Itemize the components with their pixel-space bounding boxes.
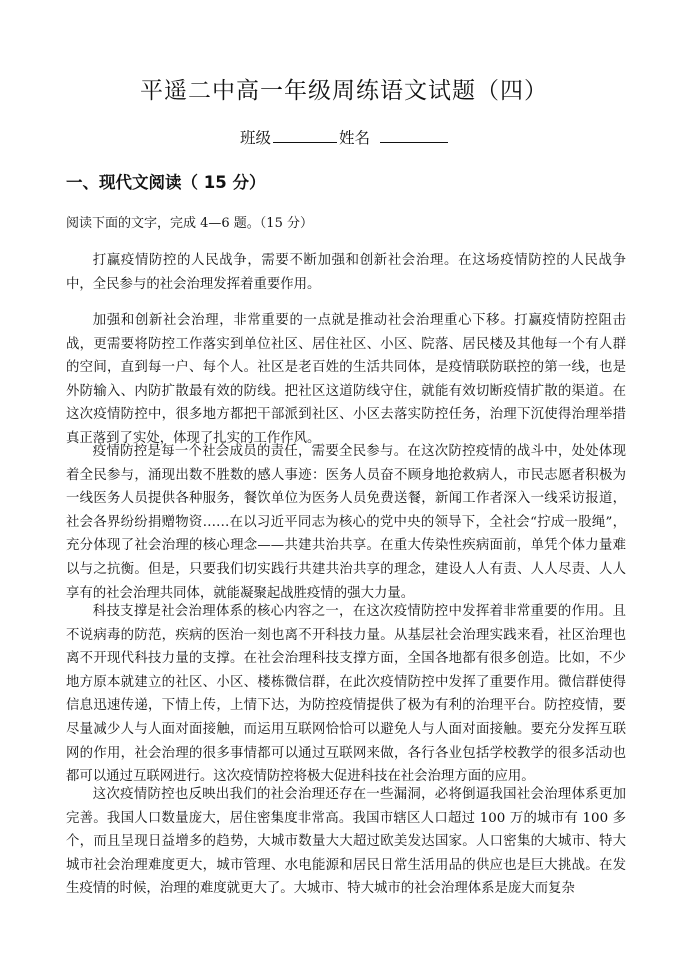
section-heading: 一、现代文阅读（ 15 分）: [66, 173, 266, 192]
paragraph-2: 加强和创新社会治理，非常重要的一点就是推动社会治理重心下移。打赢疫情防控阻击战，更需要将防控工作落实到单位社区、居住社区、小区、院落、居民楼及其他每一个有人群的空间，直到每一户、每个人。社区是老百姓的生活共同体，是疫情联防联控的第一线，也是外防输入、内防扩散最有效的防线。把社区这道防线守住，就能有效切断疫情扩散的渠道。在这次疫情防控中，很多地方都把干部派到社区、小区去落实防控任务，治理下沉使得治理举措真正落到了实处，体现了扎实的工作作风。: [66, 313, 626, 446]
class-blank: [273, 126, 337, 143]
class-label: 班级: [239, 129, 271, 147]
reading-instruction: 阅读下面的文字，完成 4—6 题。（15 分）: [66, 216, 313, 231]
name-blank: [380, 126, 448, 143]
paragraph-4: 科技支撑是社会治理体系的核心内容之一，在这次疫情防控中发挥着非常重要的作用。且不说病毒的防范，疾病的医治一刻也离不开科技力量。从基层社会治理实践来看，社区治理也离不开现代科技力量的支撑。在社会治理科技支撑方面，全国各地都有很多创造。比如，不少地方原本就建立的社区、小区、楼栋微信群，在此次疫情防控中发挥了重要作用。微信群使得信息迅速传递，下情上传，上情下达，为防控疫情提供了极为有利的治理平台。防控疫情，要尽量减少人与人面对面接触，而运用互联网恰恰可以避免人与人面对面接触。要充分发挥互联网的作用，社会治理的很多事情都可以通过互联网来做，各行各业包括学校教学的很多活动也都可以通过互联网进行。这次疫情防控将极大促进科技在社会治理方面的应用。: [66, 604, 626, 785]
paragraph-3: 疫情防控是每一个社会成员的责任，需要全民参与。在这次防控疫情的战斗中，处处体现着全民参与，涌现出数不胜数的感人事迹：医务人员奋不顾身地抢救病人，市民志愿者积极为一线医务人员提供各种服务，餐饮单位为医务人员免费送餐，新闻工作者深入一线采访报道，社会各界纷纷捐赠物资……在以习近平同志为核心的党中央的领导下，全社会“拧成一股绳”，充分体现了社会治理的核心理念——共建共治共享。在重大传染性疾病面前，单凭个体力量难以与之抗衡。但是，只要我们切实践行共建共治共享的理念，建设人人有责、人人尽责、人人享有的社会治理共同体，就能凝聚起战胜疫情的强大力量。: [66, 444, 626, 601]
class-name-line: [0, 126, 688, 149]
paragraph-5: 这次疫情防控也反映出我们的社会治理还存在一些漏洞，必将倒逼我国社会治理体系更加完善。我国人口数量庞大，居住密集度非常高。我国市辖区人口超过 100 万的城市有 100 多个，而且呈现日益增多的趋势，大城市数量大大超过欧美发达国家。人口密集的大城市、特大城市社会治理难度更大，城市管理、水电能源和居民日常生活用品的供应也是巨大挑战。在发生疫情的时候，治理的难度就更大了。大城市、特大城市的社会治理体系是庞大而复杂: [66, 787, 626, 897]
name-label: 姓名: [339, 129, 371, 147]
paragraph-1: 打赢疫情防控的人民战争，需要不断加强和创新社会治理。在这场疫情防控的人民战争中，全民参与的社会治理发挥着重要作用。: [66, 253, 626, 292]
page-title: 平遥二中高一年级周练语文试题（四）: [140, 78, 548, 104]
